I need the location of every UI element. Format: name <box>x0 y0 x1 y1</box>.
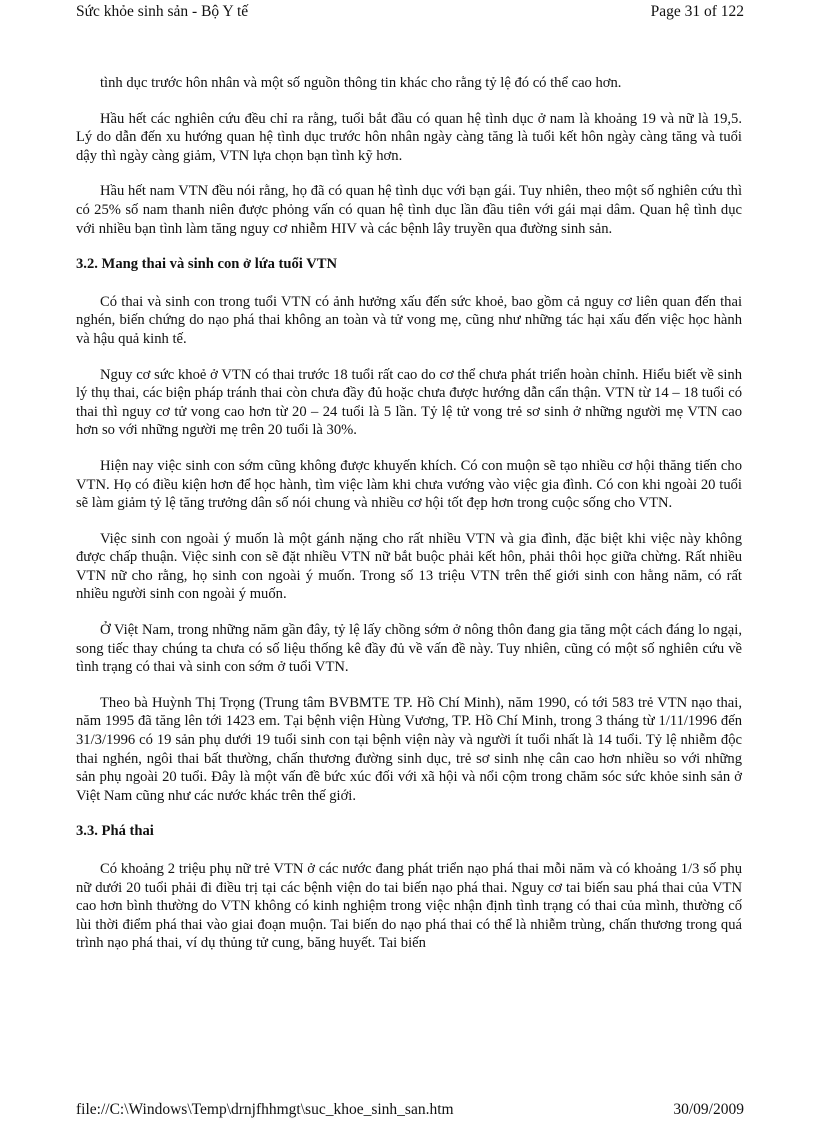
file-path: file://C:\Windows\Temp\drnjfhhmgt\suc_khoe_sinh_san.htm <box>76 1101 454 1118</box>
paragraph: Theo bà Huỳnh Thị Trọng (Trung tâm BVBMTE TP. Hồ Chí Minh), năm 1990, có tới 583 trẻ VTN nạo thai, năm 1995 đã tăng lên tới 1423 em. Tại bệnh viện Hùng Vương, TP. Hồ Chí Minh, trong 3 tháng từ 1/11/1996 đến 31/3/1996 có 19 sản phụ dưới 19 tuổi sinh con tại bệnh viện này và người ít tuổi nhất là 14 tuổi. Tỷ lệ nhiễm độc thai nghén, ngôi thai bất thường, chấn thương đường sinh dục, trẻ sơ sinh nhẹ cân cao hơn nhiều so với những sản phụ ngoài 20 tuổi. Đây là một vấn đề bức xúc đối với xã hội và nổi cộm trong chăm sóc sức khỏe sinh sản ở Việt Nam cũng như các nước khác trên thế giới. <box>76 694 742 804</box>
document-body <box>76 74 742 970</box>
print-date: 30/09/2009 <box>673 1101 744 1118</box>
page-header <box>76 2 744 24</box>
paragraph: Hầu hết nam VTN đều nói rằng, họ đã có quan hệ tình dục với bạn gái. Tuy nhiên, theo một số nghiên cứu thì có 25% số nam thanh niên được phỏng vấn có quan hệ tình dục lần đầu tiên với gái mại dâm. Quan hệ tình dục với nhiều bạn tình làm tăng nguy cơ nhiễm HIV và các bệnh lây truyền qua đường sinh sản. <box>76 183 742 237</box>
paragraph: Hiện nay việc sinh con sớm cũng không được khuyến khích. Có con muộn sẽ tạo nhiều cơ hội thăng tiến cho VTN. Họ có điều kiện hơn để học hành, tìm việc làm khi chưa vướng vào việc gia đình. Có con khi ngoài 20 tuổi sẽ làm giảm tỷ lệ tăng trưởng dân số nói chung và nhiều cơ hội tốt đẹp hơn trong cuộc sống cho VTN. <box>76 457 742 512</box>
document-title: Sức khỏe sinh sản - Bộ Y tế <box>76 3 249 20</box>
paragraph: Ở Việt Nam, trong những năm gần đây, tỷ lệ lấy chồng sớm ở nông thôn đang gia tăng một cách đáng lo ngại, song tiếc thay chúng ta chưa có số liệu thống kê đầy đủ về vấn đề này. Tuy nhiên, cũng có một số nghiên cứu về tình trạng có thai và sinh con sớm ở tuổi VTN. <box>76 622 742 676</box>
paragraph: Hầu hết các nghiên cứu đều chỉ ra rằng, tuổi bắt đầu có quan hệ tình dục ở nam là khoảng 19 và nữ là 19,5. Lý do dẫn đến xu hướng quan hệ tình dục trước hôn nhân ngày càng tăng là tuổi kết hôn ngày càng tăng và tuổi dậy thì ngày càng giảm, VTN lựa chọn bạn tình kỹ hơn. <box>76 110 742 164</box>
paragraph: tình dục trước hôn nhân và một số nguồn thông tin khác cho rằng tỷ lệ đó có thể cao hơn. <box>100 75 622 91</box>
page-number: Page 31 of 122 <box>650 3 744 20</box>
paragraph: Có khoảng 2 triệu phụ nữ trẻ VTN ở các nước đang phát triển nạo phá thai mỗi năm và có khoảng 1/3 số phụ nữ dưới 20 tuổi phải đi điều trị tại các bệnh viện do tai biến nạo phá thai. Nguy cơ tai biến sau phá thai của VTN cao hơn bình thường do VTN không có kinh nghiệm trong việc nhận định tình trạng có thai của mình, thường cố lùi thời điểm phá thai vào giai đoạn muộn. Tai biến do nạo phá thai có thể là nhiễm trùng, chấn thương trong quá trình nạo phá thai, ví dụ thủng tử cung, băng huyết. Tai biến <box>76 861 742 952</box>
section-heading-3-3: 3.3. Phá thai <box>76 823 154 840</box>
paragraph: Có thai và sinh con trong tuổi VTN có ảnh hưởng xấu đến sức khoẻ, bao gồm cả nguy cơ liên quan đến thai nghén, biến chứng do nạo phá thai không an toàn và tử vong mẹ, cũng như những tác hại xấu đến việc học hành và hậu quả kinh tế. <box>76 293 742 347</box>
paragraph: Việc sinh con ngoài ý muốn là một gánh nặng cho rất nhiều VTN và gia đình, đặc biệt khi việc này không được chấp thuận. Việc sinh con sẽ đặt nhiều VTN nữ bắt buộc phải kết hôn, phải thôi học giữa chừng. Rất nhiều VTN nữ cho rằng, họ sinh con ngoài ý muốn. Trong số 13 triệu VTN trên thế giới sinh con hằng năm, có rất nhiều người sinh con ngoài ý muốn. <box>76 530 742 603</box>
page-footer <box>76 1100 744 1122</box>
paragraph: Nguy cơ sức khoẻ ở VTN có thai trước 18 tuổi rất cao do cơ thể chưa phát triển hoàn chỉnh. Hiểu biết về sinh lý thụ thai, các biện pháp tránh thai còn chưa đầy đủ hoặc chưa được hướng dẫn cẩn thận. VTN từ 14 – 18 tuổi có thai thì nguy cơ tử vong cao hơn từ 20 – 24 tuổi là 5 lần. Tỷ lệ tử vong trẻ sơ sinh ở những người mẹ VTN cao hơn so với những người mẹ trên 20 tuổi là 30%. <box>76 366 742 439</box>
section-heading-3-2: 3.2. Mang thai và sinh con ở lứa tuổi VTN <box>76 256 338 273</box>
